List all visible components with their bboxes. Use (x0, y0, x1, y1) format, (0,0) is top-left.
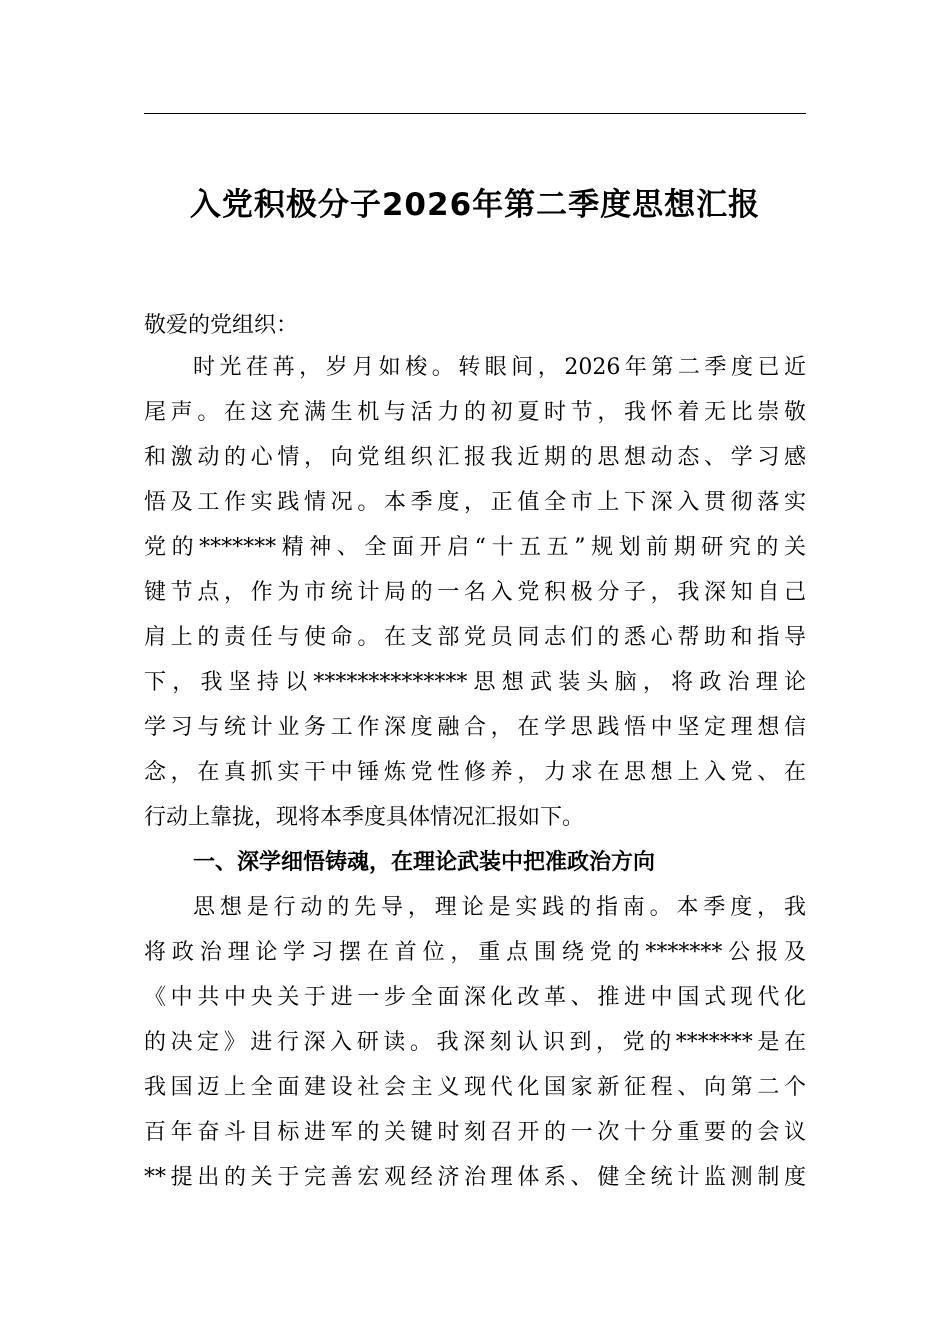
paragraph-line: 行动上靠拢，现将本季度具体情况汇报如下。 (144, 805, 585, 830)
paragraph-line: 的决定》进行深入研读。我深刻认识到，党的*******是在 (144, 1030, 806, 1055)
section-heading: 一、深学细悟铸魂，在理论武装中把准政治方向 (193, 850, 656, 875)
paragraph-line: **提出的关于完善宏观经济治理体系、健全统计监测制度 (144, 1165, 806, 1190)
paragraph-line: 我国迈上全面建设社会主义现代化国家新征程、向第二个 (144, 1075, 806, 1100)
paragraph-line: 悟及工作实践情况。本季度，正值全市上下深入贯彻落实 (144, 490, 806, 515)
salutation: 敬爱的党组织： (144, 313, 299, 338)
paragraph-line: 思想是行动的先导，理论是实践的指南。本季度，我 (193, 895, 806, 920)
document-title: 入党积极分子2026年第二季度思想汇报 (189, 187, 761, 223)
paragraph-line: 时光荏苒，岁月如梭。转眼间，2026年第二季度已近 (193, 355, 806, 380)
paragraph-line: 下，我坚持以**************思想武装头脑，将政治理论 (144, 670, 806, 695)
paragraph-line: 肩上的责任与使命。在支部党员同志们的悉心帮助和指导 (144, 625, 806, 650)
paragraph-line: 将政治理论学习摆在首位，重点围绕党的*******公报及 (144, 940, 806, 965)
paragraph-line: 键节点，作为市统计局的一名入党积极分子，我深知自己 (144, 580, 806, 605)
paragraph-line: 和激动的心情，向党组织汇报我近期的思想动态、学习感 (144, 445, 806, 470)
header-rule (144, 113, 806, 114)
paragraph-line: 百年奋斗目标进军的关键时刻召开的一次十分重要的会议 (144, 1120, 806, 1145)
paragraph-line: 党的*******精神、全面开启“十五五”规划前期研究的关 (144, 535, 806, 560)
paragraph-line: 尾声。在这充满生机与活力的初夏时节，我怀着无比崇敬 (144, 400, 806, 425)
paragraph-line: 《中共中央关于进一步全面深化改革、推进中国式现代化 (144, 985, 806, 1010)
paragraph-line: 学习与统计业务工作深度融合，在学思践悟中坚定理想信 (144, 715, 806, 740)
paragraph-line: 念，在真抓实干中锤炼党性修养，力求在思想上入党、在 (144, 760, 806, 785)
